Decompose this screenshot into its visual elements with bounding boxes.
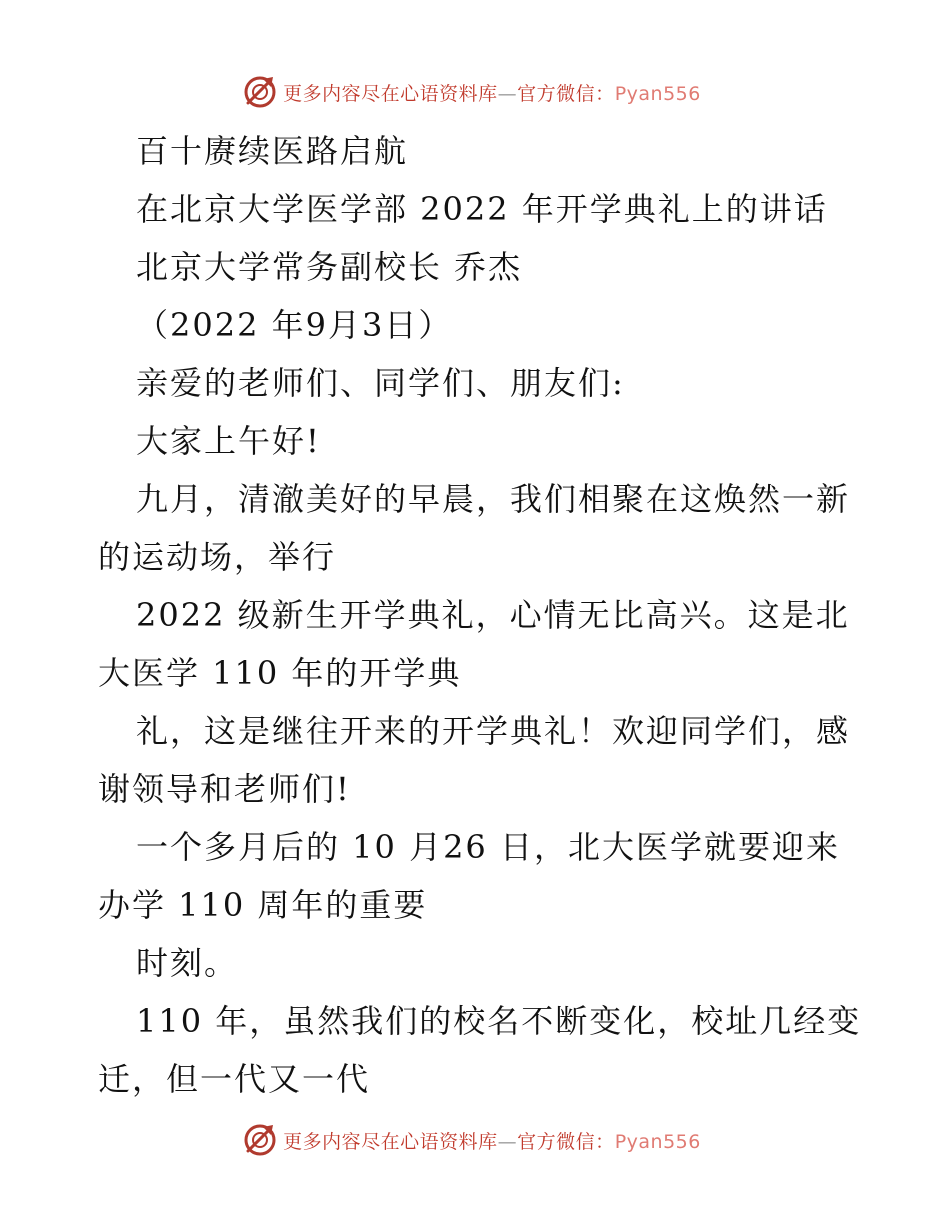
- watermark-wechat-id: Pyan556: [614, 1130, 701, 1153]
- watermark-text: [283, 1127, 701, 1154]
- paragraph-line: 九月，清澈美好的早晨，我们相聚在这焕然一新: [136, 480, 851, 518]
- paragraph-line: 的运动场，举行: [98, 538, 337, 576]
- document-body: [98, 122, 862, 1108]
- watermark-dash: —: [497, 1130, 518, 1153]
- paragraph-line: 一个多月后的 10 月26 日，北大医学就要迎来: [136, 828, 840, 866]
- footer-watermark: [0, 1120, 950, 1160]
- document-date: （2022 年9月3日）: [136, 306, 453, 344]
- watermark-text: [283, 79, 701, 106]
- header-watermark: [0, 72, 950, 112]
- logo-icon: [243, 1123, 277, 1157]
- salutation: 亲爱的老师们、同学们、朋友们:: [136, 364, 625, 402]
- paragraph-line: 时刻。: [136, 944, 239, 982]
- paragraph-line: 办学 110 周年的重要: [98, 886, 428, 924]
- paragraph-line: 礼，这是继往开来的开学典礼！欢迎同学们，感: [136, 712, 851, 750]
- paragraph-line: 2022 级新生开学典礼，心情无比高兴。这是北: [136, 596, 850, 634]
- paragraph-line: 迁，但一代又一代: [98, 1060, 371, 1098]
- watermark-wechat-id: Pyan556: [614, 82, 701, 105]
- greeting: 大家上午好!: [136, 422, 321, 460]
- paragraph-line: 谢领导和老师们!: [98, 770, 351, 808]
- logo-icon: [243, 75, 277, 109]
- watermark-wechat-label: 官方微信：: [517, 1130, 615, 1153]
- watermark-site: 更多内容尽在心语资料库: [283, 82, 498, 105]
- document-subtitle: 在北京大学医学部 2022 年开学典礼上的讲话: [136, 190, 828, 228]
- document-author: 北京大学常务副校长 乔杰: [136, 248, 523, 286]
- document-title: 百十赓续医路启航: [136, 132, 409, 170]
- paragraph-line: 110 年，虽然我们的校名不断变化，校址几经变: [136, 1002, 862, 1040]
- paragraph-line: 大医学 110 年的开学典: [98, 654, 462, 692]
- watermark-dash: —: [497, 82, 518, 105]
- watermark-site: 更多内容尽在心语资料库: [283, 1130, 498, 1153]
- watermark-wechat-label: 官方微信：: [517, 82, 615, 105]
